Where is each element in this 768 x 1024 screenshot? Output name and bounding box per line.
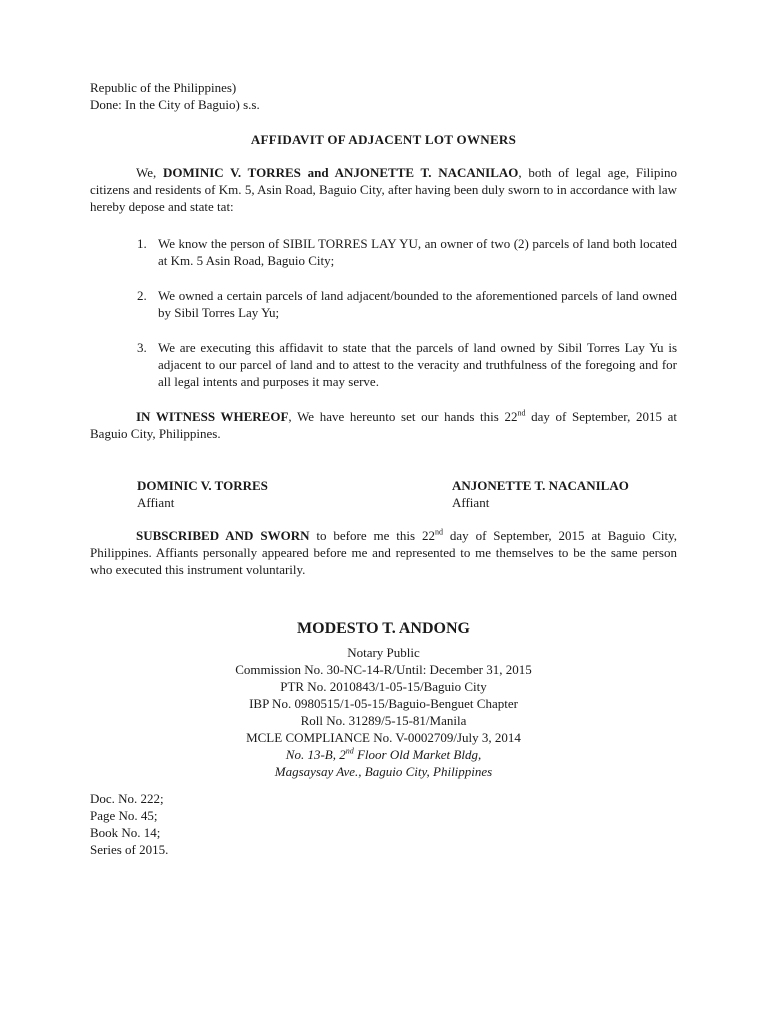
signature-block-1	[137, 477, 397, 511]
witness-text-a: , We have hereunto set our hands this 22	[288, 409, 518, 424]
page-number: Page No. 45;	[90, 808, 158, 823]
intro-paragraph	[90, 164, 677, 215]
signatory-role: Affiant	[452, 495, 490, 510]
list-item-number: 1.	[137, 236, 147, 251]
address-part-a: No. 13-B, 2	[285, 747, 346, 762]
jurat-heading: SUBSCRIBED AND SWORN	[136, 528, 310, 543]
jurat-paragraph	[90, 527, 677, 578]
affidavit-page	[90, 79, 678, 857]
jurat-text-b: day of September, 2015 at Baguio City, Philippines. Affiants personally appeared before me and represented to me themselves to be the same person who executed this instrument voluntarily.	[90, 528, 677, 577]
venue-republic: Republic of the Philippines)	[90, 80, 237, 95]
witness-paragraph	[90, 408, 677, 442]
notary-block	[90, 619, 677, 780]
witness-ordinal: nd	[517, 408, 526, 418]
list-item-number: 2.	[137, 288, 147, 303]
list-item-number: 3.	[137, 340, 147, 355]
list-item	[137, 235, 677, 269]
notary-title: Notary Public	[347, 645, 420, 660]
list-item-text: We are executing this affidavit to state that the parcels of land owned by Sibil Torres Lay Yu is adjacent to our parcel of land and to attest to the veracity and truthfulness of the foregoing and for all legal intents and purposes it may serve.	[158, 340, 677, 389]
list-item-text: We owned a certain parcels of land adjacent/bounded to the aforementioned parcels of land owned by Sibil Torres Lay Yu;	[158, 288, 677, 320]
venue-city: Done: In the City of Baguio) s.s.	[90, 97, 260, 112]
notary-ibp: IBP No. 0980515/1-05-15/Baguio-Benguet Chapter	[249, 696, 518, 711]
witness-text-b: day of September, 2015 at Baguio City, Philippines.	[90, 409, 678, 441]
list-item	[137, 287, 677, 321]
series-year: Series of 2015.	[90, 842, 169, 857]
signatory-name: ANJONETTE T. NACANILAO	[452, 478, 629, 493]
list-item-text: We know the person of SIBIL TORRES LAY YU, an owner of two (2) parcels of land both located at Km. 5 Asin Road, Baguio City;	[158, 236, 677, 268]
intro-prefix: We,	[136, 165, 163, 180]
notary-name: MODESTO T. ANDONG	[297, 620, 470, 637]
notary-commission: Commission No. 30-NC-14-R/Until: December 31, 2015	[235, 662, 532, 677]
doc-number: Doc. No. 222;	[90, 791, 164, 806]
witness-heading: IN WITNESS WHEREOF	[136, 409, 289, 424]
notary-address-line1	[90, 746, 677, 763]
signatory-name: DOMINIC V. TORRES	[137, 478, 268, 493]
signatory-role: Affiant	[137, 495, 175, 510]
address-part-b: Floor Old Market Bldg,	[353, 747, 482, 762]
document-title: AFFIDAVIT OF ADJACENT LOT OWNERS	[250, 132, 517, 147]
address-ordinal: nd	[345, 746, 354, 756]
venue-header	[90, 79, 677, 113]
notary-ptr: PTR No. 2010843/1-05-15/Baguio City	[280, 679, 487, 694]
intro-rest: , both of legal age, Filipino citizens and residents of Km. 5, Asin Road, Baguio City, after having been duly sworn to in accordance with law hereby depose and state tat:	[90, 165, 678, 214]
list-item	[137, 339, 677, 390]
book-number: Book No. 14;	[90, 825, 161, 840]
jurat-text-a: to before me this 22	[309, 528, 435, 543]
notary-mcle: MCLE COMPLIANCE No. V-0002709/July 3, 2014	[246, 730, 521, 745]
notary-roll: Roll No. 31289/5-15-81/Manila	[300, 713, 467, 728]
signature-block-2	[452, 477, 712, 511]
jurat-ordinal: nd	[434, 527, 443, 537]
document-record	[90, 790, 168, 858]
notary-address-line2: Magsaysay Ave., Baguio City, Philippines	[274, 764, 493, 779]
affiant-names: DOMINIC V. TORRES and ANJONETTE T. NACANILAO	[163, 165, 519, 180]
